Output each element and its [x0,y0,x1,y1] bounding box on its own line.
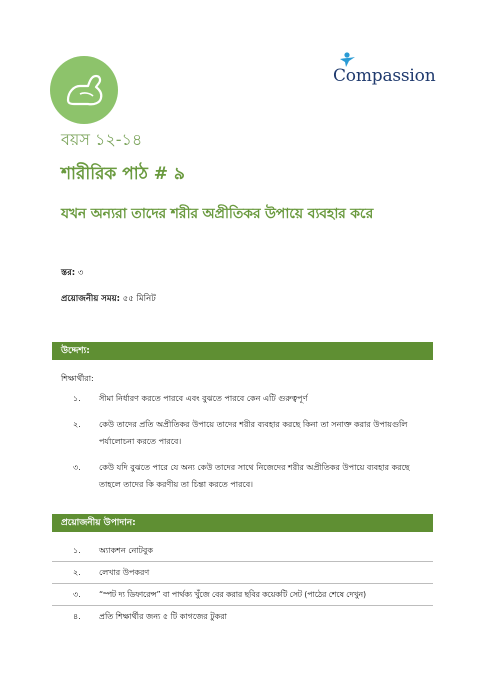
time-value: ৫৫ মিনিট [122,294,156,304]
level-label: স্তর: [61,268,76,278]
objective-line: কেউ তাদের প্রতি অপ্রীতিকর উপায়ে তাদের শরীর ব্যবহার করছে কিনা তা সনাক্ত করার উপায়গুলি [99,420,408,429]
objective-line: পর্যালোচনা করতে পারবে। [99,437,182,446]
brand-name: Compassion [333,66,436,86]
objective-number: ১. [73,394,81,403]
objective-number: ৩. [73,463,81,472]
material-item: অ্যাকশন নোটবুক [99,546,153,555]
level-value: ৩ [77,268,84,278]
objective-number: ২. [73,420,81,429]
flexed-arm-icon [50,56,118,124]
material-item: লেখার উপকরণ [99,568,150,577]
objective-line: সীমা নির্ধারণ করতে পারবে এবং বুঝতে পারবে কেন এটি গুরুত্বপূর্ণ [99,394,308,403]
objective-line: কেউ যদি বুঝতে পারে যে অন্য কেউ তাদের সাথে নিজেদের শরীর অপ্রীতিকর উপায়ে ব্যবহার করছে [99,463,410,472]
time-label: প্রয়োজনীয় সময়: [61,294,121,304]
age-range: বয়স ১২-১৪ [61,130,143,149]
material-item: প্রতি শিক্ষার্থীর জন্য ৫ টি কাগজের টুকরা [99,612,227,621]
objectives-intro: শিক্ষার্থীরা: [61,374,94,383]
divider [52,605,433,606]
compassion-logo [333,52,443,88]
lesson-number: শারীরিক পাঠ # ৯ [61,164,185,184]
materials-heading: প্রয়োজনীয় উপাদান: [52,514,433,532]
divider [52,561,433,562]
material-number: ৪. [73,612,81,621]
time-line [61,292,156,306]
material-number: ৩. [73,590,81,599]
level-line [61,266,83,280]
divider [52,583,433,584]
material-number: ১. [73,546,81,555]
objective-line: তাহলে তাদের কি করণীয় তা চিন্তা করতে পারবে। [99,480,254,489]
material-number: ২. [73,568,81,577]
material-item: “স্পট দ্য ডিফারেন্স” বা পার্থক্য খুঁজে বের করার ছবির কয়েকটি সেট (পাঠের শেষে দেখুন) [99,590,366,599]
objectives-heading: উদ্দেশ্য: [52,342,433,360]
page-title: যখন অন্যরা তাদের শরীর অপ্রীতিকর উপায়ে ব্যবহার করে [61,206,374,222]
